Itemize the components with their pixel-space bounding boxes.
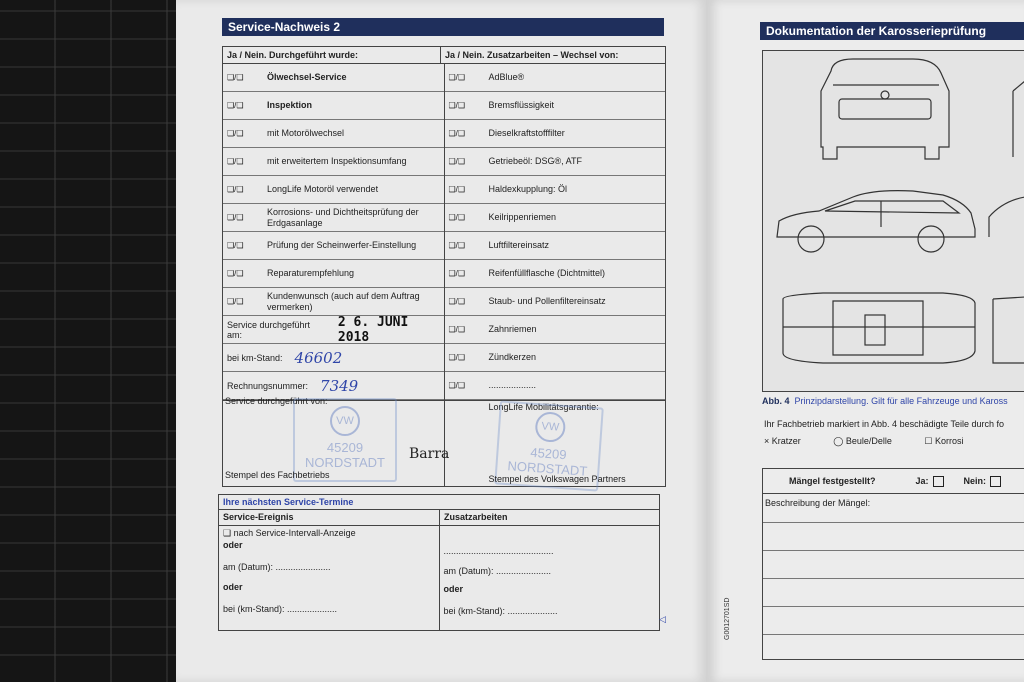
- yes-no-checkbox[interactable]: ❑/❑: [448, 129, 466, 138]
- yes-no-checkbox[interactable]: ❑/❑: [448, 157, 466, 166]
- service-item-row: [223, 64, 444, 92]
- dotted-line: ............................................: [443, 546, 554, 556]
- additional-item-row: [445, 92, 666, 120]
- additional-item-label: ...................: [488, 380, 537, 390]
- additional-item-label: Bremsflüssigkeit: [488, 100, 555, 110]
- next-service-table: [218, 494, 660, 631]
- service-table-header: [223, 47, 665, 64]
- invoice-number-label: Rechnungsnummer:: [227, 380, 309, 391]
- yes-no-checkbox[interactable]: ❑/❑: [448, 297, 466, 306]
- yes-no-checkbox[interactable]: ❑/❑: [448, 73, 466, 82]
- additional-item-row: [445, 232, 666, 260]
- figure-caption: Abb. 4 Prinzipdarstellung. Gilt für alle Fahrzeuge und Kaross: [762, 396, 1008, 406]
- signature: Barra: [409, 446, 450, 462]
- page-arrow-icon: ◁: [659, 614, 666, 624]
- invoice-number-value[interactable]: 7349: [320, 376, 359, 395]
- document-code: G0012701SD: [724, 597, 731, 640]
- additional-item-row: [445, 288, 666, 316]
- km-line-2: bei (km-Stand): ....................: [443, 606, 558, 616]
- marking-note: Ihr Fachbetrieb markiert in Abb. 4 beschädigte Teile durch fo: [764, 419, 1004, 429]
- stamp-postcode: 45209: [326, 440, 364, 455]
- defects-description-label: Beschreibung der Mängel:: [763, 494, 1024, 523]
- background-mat: [0, 0, 176, 682]
- km-reading-row: [223, 344, 444, 372]
- additional-item-label: Dieselkraftstofffilter: [488, 128, 565, 138]
- yes-no-checkbox[interactable]: ❑/❑: [448, 101, 466, 110]
- car-outline-icon: [763, 51, 1024, 391]
- dealer-stamp-box: [223, 396, 450, 486]
- or-label-3: oder: [443, 584, 464, 594]
- service-date-label: Service durchgeführt am:: [227, 319, 311, 340]
- additional-item-label: Reifenfüllflasche (Dichtmittel): [488, 268, 606, 278]
- additional-work-column: [445, 64, 666, 400]
- or-label-1: oder: [223, 540, 243, 550]
- km-reading-label: bei km-Stand:: [227, 352, 283, 363]
- yes-no-checkbox[interactable]: ❑/❑: [448, 213, 466, 222]
- additional-item-row: [445, 260, 666, 288]
- date-line-2: am (Datum): ......................: [443, 566, 552, 576]
- defects-no-checkbox[interactable]: [990, 476, 1001, 487]
- yes-no-checkbox[interactable]: ❑/❑: [448, 381, 466, 390]
- yes-no-checkbox[interactable]: ❑/❑: [448, 241, 466, 250]
- yes-no-checkbox[interactable]: ❑/❑: [227, 73, 244, 82]
- additional-item-label: Getriebeöl: DSG®, ATF: [488, 156, 582, 166]
- service-item-row: [223, 120, 444, 148]
- service-event-header: Service-Ereignis: [219, 510, 440, 525]
- yes-no-checkbox[interactable]: ❑/❑: [448, 325, 466, 334]
- stamp-postcode-2: 45209: [529, 444, 567, 463]
- yes-no-checkbox[interactable]: ❑/❑: [227, 213, 244, 222]
- service-date-row: [223, 316, 444, 344]
- header-additional: Ja / Nein. Zusatzarbeiten – Wechsel von:: [445, 50, 619, 60]
- additional-item-row: [445, 64, 666, 92]
- service-item-row: [223, 204, 444, 232]
- car-diagram: [762, 50, 1024, 392]
- yes-no-checkbox[interactable]: ❑/❑: [227, 157, 244, 166]
- yes-no-checkbox[interactable]: ❑/❑: [448, 185, 466, 194]
- additional-item-row: [445, 344, 666, 372]
- yes-no-checkbox[interactable]: ❑/❑: [227, 185, 244, 194]
- or-label-2: oder: [223, 582, 243, 592]
- yes-no-checkbox[interactable]: ❑/❑: [227, 269, 244, 278]
- next-service-title: Ihre nächsten Service-Termine: [219, 495, 659, 510]
- defects-box: [762, 468, 1024, 660]
- defects-question-row: [763, 469, 1024, 494]
- longlife-guarantee-label: LongLife Mobilitätsgarantie:: [488, 402, 599, 412]
- additional-item-row: [445, 316, 666, 344]
- service-item-row: [223, 288, 444, 316]
- yes-no-checkbox[interactable]: ❑/❑: [227, 101, 244, 110]
- additional-item-row: [445, 176, 666, 204]
- service-item-row: [223, 176, 444, 204]
- service-item-row: [223, 232, 444, 260]
- vw-partner-stamp-label: Stempel des Volkswagen Partners: [488, 474, 626, 484]
- yes-no-checkbox[interactable]: ❑/❑: [448, 269, 466, 278]
- additional-item-label: Staub- und Pollenfiltereinsatz: [488, 296, 606, 306]
- service-item-label: Inspektion: [267, 100, 313, 110]
- additional-item-row: [445, 204, 666, 232]
- service-item-label: Kundenwunsch (auch auf dem Auftrag vermerken): [267, 290, 420, 312]
- additional-work-header: Zusatzarbeiten: [444, 512, 508, 522]
- dealer-stamp-label: Stempel des Fachbetriebs: [225, 470, 330, 480]
- service-item-label: mit erweitertem Inspektionsumfang: [267, 156, 407, 166]
- yes-no-checkbox[interactable]: ❑/❑: [448, 353, 466, 362]
- defects-question: Mängel festgestellt?: [789, 476, 876, 486]
- service-item-label: Reparaturempfehlung: [267, 268, 355, 278]
- vw-logo-icon: VW: [330, 406, 360, 436]
- option-scratch[interactable]: × Kratzer: [764, 436, 801, 446]
- date-line: am (Datum): ......................: [223, 562, 331, 572]
- service-item-row: [223, 148, 444, 176]
- section-title-body-inspection: Dokumentation der Karosserieprüfung: [760, 22, 1024, 40]
- service-item-label: Ölwechsel-Service: [267, 72, 347, 82]
- additional-item-label: Haldexkupplung: Öl: [488, 184, 568, 194]
- stamp-city: NORDSTADT: [305, 455, 385, 470]
- performed-column: [223, 64, 445, 400]
- additional-item-label: Keilrippenriemen: [488, 212, 557, 222]
- service-item-label: Prüfung der Scheinwerfer-Einstellung: [267, 240, 417, 250]
- option-corrosion[interactable]: ☐ Korrosi: [924, 436, 964, 446]
- additional-item-row: [445, 148, 666, 176]
- service-event-column: [219, 526, 440, 630]
- service-item-row: [223, 92, 444, 120]
- service-item-label: LongLife Motoröl verwendet: [267, 184, 379, 194]
- yes-no-checkbox[interactable]: ❑/❑: [227, 297, 244, 306]
- section-title-service-record: Service-Nachweis 2: [222, 18, 664, 36]
- service-date-value[interactable]: 2 6. JUNI 2018: [337, 314, 409, 345]
- header-performed: Ja / Nein. Durchgeführt wurde:: [223, 47, 441, 63]
- service-item-label: Korrosions- und Dichtheitsprüfung der Erdgasanlage: [267, 206, 419, 228]
- defects-no-label: Nein:: [963, 476, 987, 486]
- additional-item-label: Zahnriemen: [488, 324, 537, 334]
- additional-item-label: AdBlue®: [488, 72, 525, 82]
- defects-yes-label: Ja:: [915, 476, 929, 486]
- performed-by-label: Service durchgeführt von:: [225, 396, 328, 406]
- km-line: bei (km-Stand): ....................: [223, 604, 338, 614]
- next-service-header: [219, 510, 659, 526]
- defects-line[interactable]: [763, 551, 1024, 579]
- interval-option: ❑ nach Service-Intervall-Anzeige: [223, 528, 356, 538]
- vw-logo-icon-2: VW: [534, 411, 566, 443]
- additional-item-label: Zündkerzen: [488, 352, 537, 362]
- defects-line[interactable]: [763, 523, 1024, 551]
- service-item-label: mit Motorölwechsel: [267, 128, 345, 138]
- defects-line[interactable]: [763, 607, 1024, 635]
- defects-yes-checkbox[interactable]: [933, 476, 944, 487]
- service-table: [222, 46, 666, 401]
- option-dent[interactable]: ◯ Beule/Delle: [833, 436, 892, 446]
- damage-options: [764, 436, 993, 447]
- defects-line[interactable]: [763, 579, 1024, 607]
- stamp-city-2: NORDSTADT: [506, 458, 588, 479]
- additional-item-label: Luftfiltereinsatz: [488, 240, 550, 250]
- yes-no-checkbox[interactable]: ❑/❑: [227, 129, 244, 138]
- vw-partner-stamp-box: [445, 396, 666, 486]
- km-reading-value[interactable]: 46602: [294, 348, 343, 367]
- service-item-row: [223, 260, 444, 288]
- signature-area: [222, 396, 666, 487]
- additional-work-column-2: [440, 526, 660, 630]
- yes-no-checkbox[interactable]: ❑/❑: [227, 241, 244, 250]
- additional-item-row: [445, 120, 666, 148]
